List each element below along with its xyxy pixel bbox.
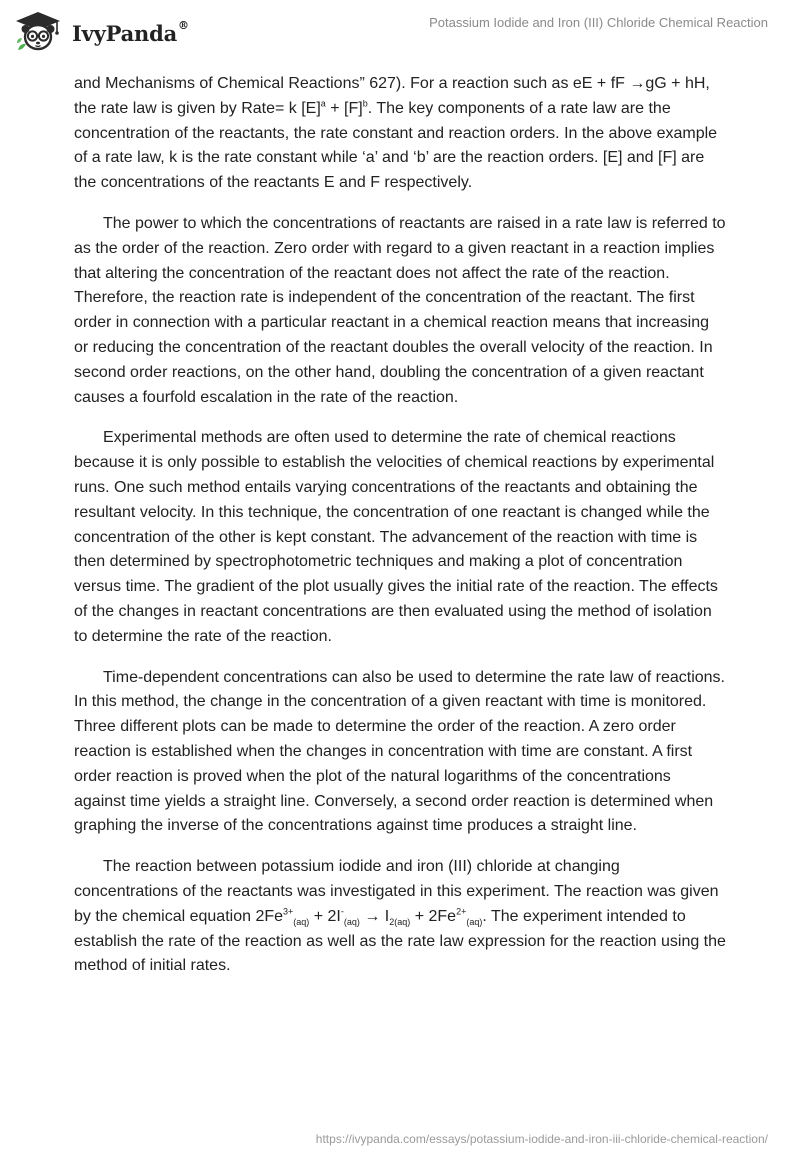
page-header <box>0 0 800 62</box>
paragraph-2: The power to which the concentrations of reactants are raised in a rate law is referred to as the order of the reaction. Zero order with regard to a given reactant in a reaction implies that altering the concentration of the reactant does not affect the rate of the reaction. Therefore, the reaction rate is independent of the concentration of the reactant. The first order in connection with a particular reactant in a chemical reaction means that increasing or reducing the concentration of the reactant doubles the overall velocity of the reaction. In second order reactions, on the other hand, doubling the concentration of a given reactant causes a fourfold escalation in the rate of the reaction. <box>74 214 726 406</box>
document-title: Potassium Iodide and Iron (III) Chloride Chemical Reaction <box>429 15 768 30</box>
brand-name: IvyPanda® <box>72 18 189 46</box>
panda-graduate-icon <box>14 10 62 54</box>
paragraph-1: and Mechanisms of Chemical Reactions” 627). For a reaction such as eE + fF →gG + hH, the rate law is given by Rate= k $[E]^a + [F]^b$. The key components of a rate law are the concentration of the reactants, the rate constant and reaction orders. In the above example of a rate law, k is the rate constant while ‘a’ and ‘b’ are the reaction orders. [E] and [F] are the concentrations of the reactants E and F respectively. <box>74 75 718 192</box>
essay-body <box>74 72 726 995</box>
ivypanda-logo[interactable] <box>14 10 189 54</box>
paragraph-3: Experimental methods are often used to determine the rate of chemical reactions because it is only possible to establish the velocities of chemical reactions by experimental runs. One such method entails varying concentrations of the reactants and obtaining the resultant velocity. In this technique, the concentration of one reactant is changed while the concentration of the other is kept constant. The advancement of the reaction with time is then determined by spectrophotometric techniques and making a plot of concentration versus time. The gradient of the plot usually gives the initial rate of the reaction. The effects of the changes in reactant concentrations are then evaluated using the method of isolation to determine the rate of the reaction. <box>74 429 718 645</box>
source-url[interactable]: https://ivypanda.com/essays/potassium-iodide-and-iron-iii-chloride-chemical-reaction/ <box>315 1132 768 1146</box>
paragraph-5: The reaction between potassium iodide and iron (III) chloride at changing concentrations of the reactants was investigated in this experiment. The reaction was given by the chemical equation $2Fe^{3+}_{(aq)} + 2I^-_{(aq)} \to I_{2(aq)} + 2Fe^{2+}_{(aq)}$. The experiment intended to establish the rate of the reaction as well as the rate law expression for the reaction using the method of initial rates. <box>74 858 726 975</box>
registered-mark: ® <box>178 18 189 32</box>
paragraph-4: Time-dependent concentrations can also be used to determine the rate law of reactions. In this method, the change in the concentration of a given reactant with time is monitored. Three different plots can be made to determine the order of the reaction. A zero order reaction is established when the changes in concentration with time are constant. A first order reaction is proved when the plot of the natural logarithms of the concentrations against time yields a straight line. Conversely, a second order reaction is determined when graphing the inverse of the concentrations against time produces a straight line. <box>74 668 725 835</box>
